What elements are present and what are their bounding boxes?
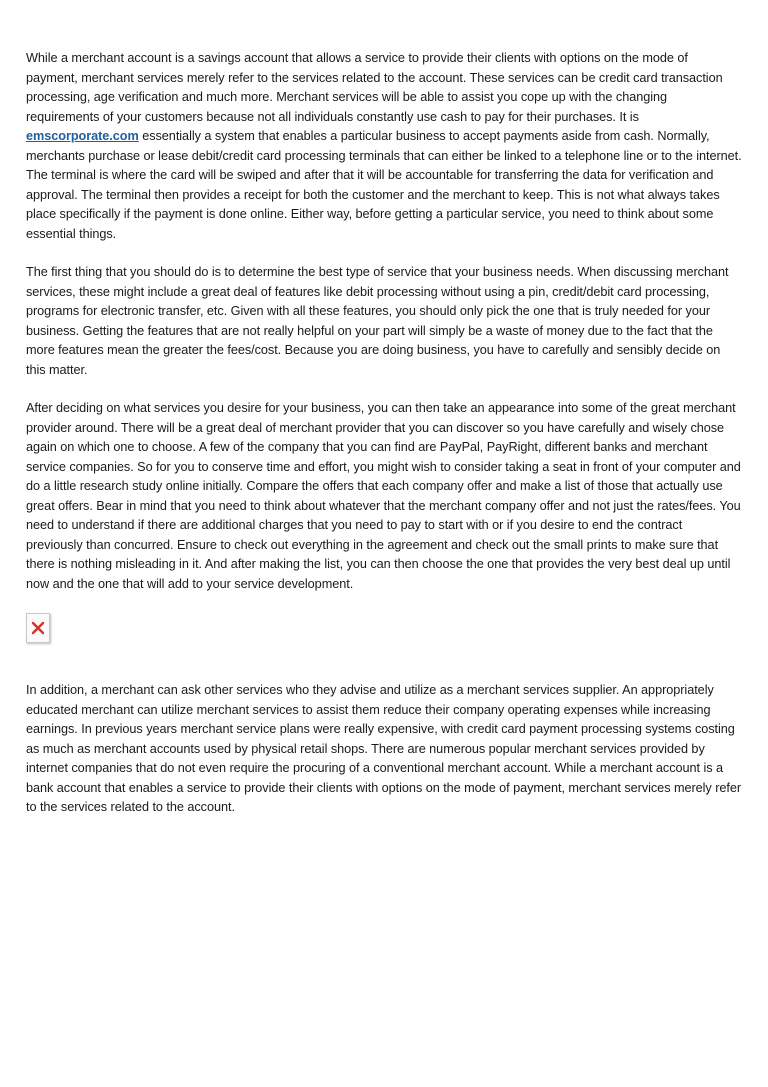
red-x-icon [31,621,45,635]
paragraph-2: The first thing that you should do is to determine the best type of service that your business needs. When discussing merchant services, these might include a great deal of features like debit processing without using a pin, credit/debit card processing, programs for electronic transfer, etc. Given with all these features, you should only pick the one that is truly needed for your business. Getting the features that are not really helpful on your part will simply be a waste of money due to the fact that the more features mean the greater the fees/cost. Because you are doing business, you have to carefully and sensibly decide on this matter. [26,265,729,377]
paragraph-1-text-before: While a merchant account is a savings account that allows a service to provide their clients with options on the mode of payment, merchant services merely refer to the services related to the account. These services can be credit card transaction processing, age verification and much more. Merchant services will be able to assist you cope up with the changing requirements of your customers because not all individuals constantly use cash to pay for their purchases. It is [26,51,723,124]
emscorporate-link[interactable]: emscorporate.com [26,129,139,143]
paragraph-4: In addition, a merchant can ask other services who they advise and utilize as a merchant services supplier. An appropriately educated merchant can utilize merchant services to assist them reduce their company operating expenses while increasing earnings. In previous years merchant service plans were really expensive, with credit card payment processing systems costing as much as merchant accounts used by physical retail shops. There are numerous popular merchant services provided by internet companies that do not even require the procuring of a conventional merchant account. While a merchant account is a bank account that enables a service to provide their clients with options on the mode of payment, merchant services merely refer to the services related to the account. [26,683,742,814]
paragraph-3: After deciding on what services you desire for your business, you can then take an appearance into some of the great merchant provider around. There will be a great deal of merchant provider that you can discover so you have carefully and wisely chose again on which one to choose. A few of the company that you can find are PayPal, PayRight, different banks and merchant service companies. So for you to conserve time and effort, you might wish to consider taking a seat in front of your computer and do a little research study online initially. Compare the offers that each company offer and make a list of those that actually use great offers. Bear in mind that you need to think about whatever that the merchant company offer and not just the rates/fees. You need to understand if there are additional charges that you need to pay to start with or if you desire to end the contract previously than concurred. Ensure to check out everything in the agreement and check out the small prints to make sure that there is nothing misleading in it. And after making the list, you can then choose the one that provides the very best deal up until now and the one that will add to your service development. [26,401,741,591]
document-page [26,49,742,837]
paragraph-1 [26,49,742,244]
paragraph-1-text-after: essentially a system that enables a particular business to accept payments aside from cash. Normally, merchants purchase or lease debit/credit card processing terminals that can either be linked to a telephone line or to the internet. The terminal is where the card will be swiped and after that it will be accountable for transferring the data for verification and approval. The terminal then provides a receipt for both the customer and the merchant to keep. This is not what always takes place specifically if the payment is done online. Either way, before getting a particular service, you need to think about some essential things. [26,129,742,241]
broken-image-icon [26,613,50,643]
